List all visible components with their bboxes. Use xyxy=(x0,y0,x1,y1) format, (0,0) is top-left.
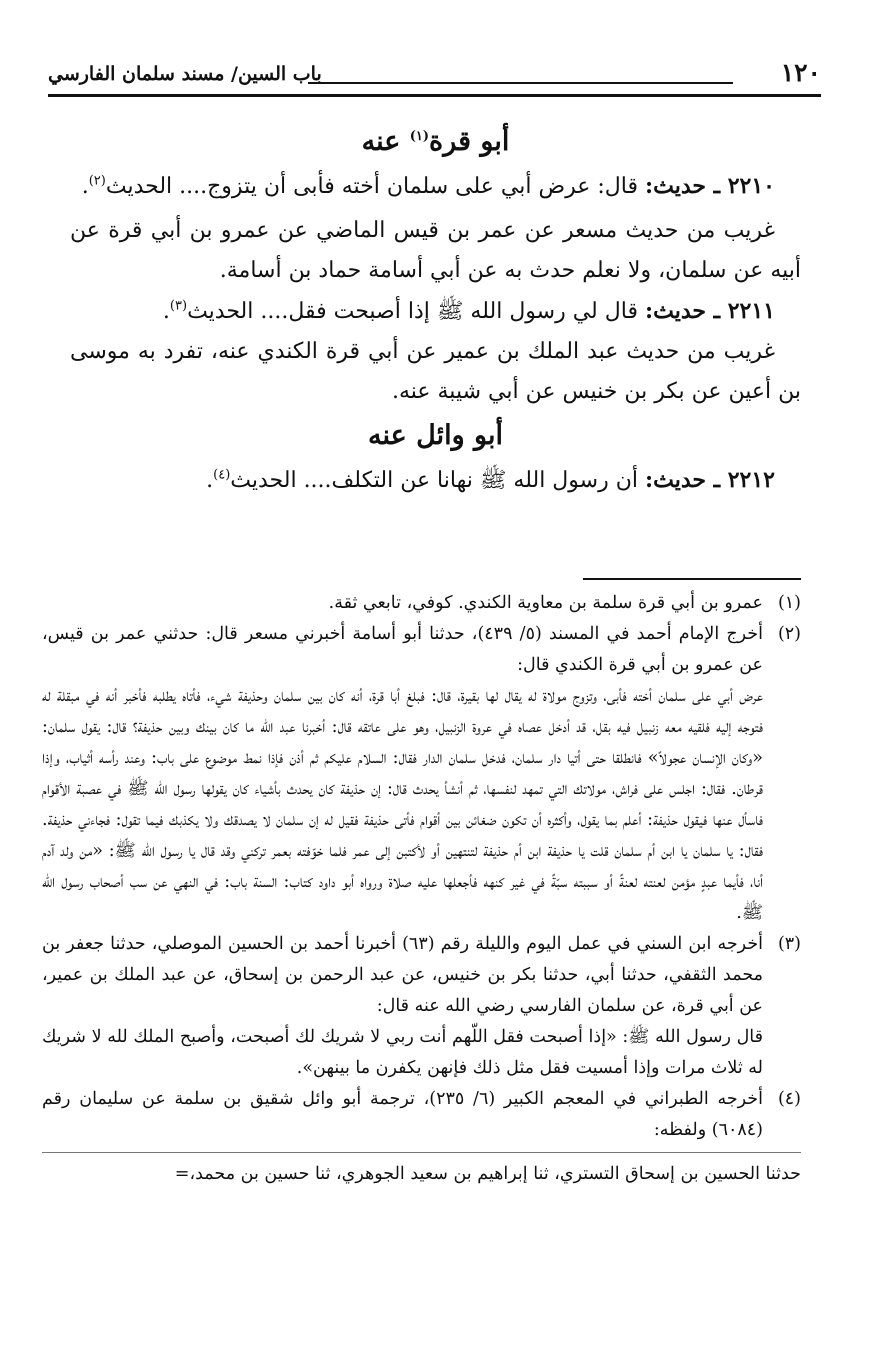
footnote-quote: عرض أبي على سلمان أخته فأبى، وتزوج مولاة له يقال لها بقيرة، قال: فبلغ أبا قرة، أنه كان بين سلمان وحذيفة شيء، فأتاه يطلبه فأخبر أنه في مبقلة له فتوجه إليه فلقيه معه زنبيل فيه بقل، قد أدخل عصاه في عروة الزنبيل، وهو على عاتقه قال: أخبرنا عبد الله ما كان بينك وبين حذيفة؟ قال: يقول سلمان: «وكان الإنسان عجولاً» فانطلقا حتى أتيا دار سلمان، فدخل سلمان الدار فقال: السلام عليكم ثم أذن فإذا نمط موضوع على باب: وعند رأسه أثياب، وإذا قرطان. فقال: اجلس على فراش، مولاتك التي تمهد لنفسها، ثم أنشأ يحدث قال: إن حذيفة كان يحدث بأشياء كان يقولها رسول الله ﷺ في عصبة الأقوام فاسأل عنها فيقول حذيفة: أعلم بما يقول، وأكثره أن تكون ضغائن بين أقوام فأتى حذيفة فقيل له إن سلمان لا يصدقك ولا يكذبك فيما تقول: فجاءني حذيفة. فقال: يا سلمان يا ابن أم سلمان قلت يا حذيفة ابن أم حذيفة لتنتهين أو لأكتبن إلى عمر فلما خوّفته بعمر تركني وقد قال يا رسول الله ﷺ: «من ولد آدم أنا، فأيما عبدٍ مؤمن لعنته لعنةً أو سببته سبّةً في غير كنهه فأجعلها عليه صلاة ورواه أبو داود كتاب: السنة باب: في النهي عن سب أصحاب رسول الله ﷺ. xyxy=(42,686,763,923)
page-number: ١٢٠ xyxy=(780,58,821,87)
section-heading-abu-qurra: أبو قرة$^{(١)}$ عنه xyxy=(361,126,510,157)
footnote-separator xyxy=(583,578,801,580)
footnotes xyxy=(42,588,801,1190)
header-rule xyxy=(308,82,733,84)
footnote-ref: (٢) xyxy=(88,173,106,189)
main-text xyxy=(70,118,801,501)
footnote-ref: (١) xyxy=(409,129,430,144)
footnote-2 xyxy=(42,619,801,929)
footnote-ref: (٣) xyxy=(169,298,188,314)
hadith-2212: ٢٢١٢ ـ حديث: أن رسول الله ﷺ نهانا عن التكلف.... الحديث$^{(٤)}$. xyxy=(206,467,775,493)
footnote-number: (٣) xyxy=(777,934,801,954)
footnote-number: (١) xyxy=(777,593,801,613)
footnote-number: (٤) xyxy=(777,1089,801,1109)
footnote-text: عمرو بن أبي قرة سلمة بن معاوية الكندي. كوفي، تابعي ثقة. xyxy=(328,593,763,613)
header-underline xyxy=(48,94,821,97)
commentary-2210: غريب من حديث مسعر عن عمر بن قيس الماضي عن عمرو بن أبي قرة عن أبيه عن سلمان، ولا نعلم حدث به عن أبي أسامة حماد بن أسامة. xyxy=(70,218,801,283)
footnote-3 xyxy=(42,929,801,1084)
hadith-number: ٢٢١١ ـ حديث: xyxy=(644,298,775,324)
footnote-number: (٢) xyxy=(777,624,801,644)
running-title: باب السين/ مسند سلمان الفارسي xyxy=(48,63,322,85)
footnote-quote: قال رسول الله ﷺ: «إذا أصبحت فقل اللّهم أنت ربي لا شريك لك أصبحت، وأصبح الملك لله لا شريك له ثلاث مرات وإذا أمسيت فقل مثل ذلك فإنهن يكفرن ما بينهن». xyxy=(42,1027,763,1078)
footnote-continuation: حدثنا الحسين بن إسحاق التستري، ثنا إبراهيم بن سعيد الجوهري، ثنا حسين بن محمد،= xyxy=(42,1152,801,1190)
footnote-text: أخرجه الطبراني في المعجم الكبير (٦/ ٢٣٥)، ترجمة أبو وائل شقيق بن سلمة عن سليمان رقم (٦٠٨٤) ولفظه: xyxy=(42,1089,763,1140)
commentary-2211: غريب من حديث عبد الملك بن عمير عن أبي قرة الكندي عنه، تفرد به موسى بن أعين عن بكر بن خنيس عن أبي شيبة عنه. xyxy=(70,339,801,404)
hadith-2210: ٢٢١٠ ـ حديث: قال: عرض أبي على سلمان أخته فأبى أن يتزوج.... الحديث$^{(٢)}$. xyxy=(81,173,775,199)
hadith-number: ٢٢١٠ ـ حديث: xyxy=(644,173,775,199)
running-header xyxy=(48,58,821,98)
footnote-text: أخرج الإمام أحمد في المسند (٥/ ٤٣٩)، حدثنا أبو أسامة أخبرني مسعر قال: حدثني عمر بن قيس، عن عمرو بن أبي قرة الكندي قال: xyxy=(42,624,763,675)
footnote-4 xyxy=(42,1084,801,1190)
hadith-number: ٢٢١٢ ـ حديث: xyxy=(644,467,775,493)
hadith-2211: ٢٢١١ ـ حديث: قال لي رسول الله ﷺ إذا أصبحت فقل.... الحديث$^{(٣)}$. xyxy=(162,298,775,324)
footnote-1 xyxy=(42,588,801,619)
footnote-text: أخرجه ابن السني في عمل اليوم والليلة رقم (٦٣) أخبرنا أحمد بن الحسين الموصلي، حدثنا جعفر بن محمد الثقفي، حدثنا أبي، حدثنا بكر بن خنيس، عن عبد الرحمن بن إسحاق، عن عبد الملك بن عمير، عن أبي قرة، عن سلمان الفارسي رضي الله عنه قال: xyxy=(42,934,763,1016)
footnote-ref: (٤) xyxy=(213,467,231,483)
section-heading-abu-wail: أبو وائل عنه xyxy=(368,420,503,451)
